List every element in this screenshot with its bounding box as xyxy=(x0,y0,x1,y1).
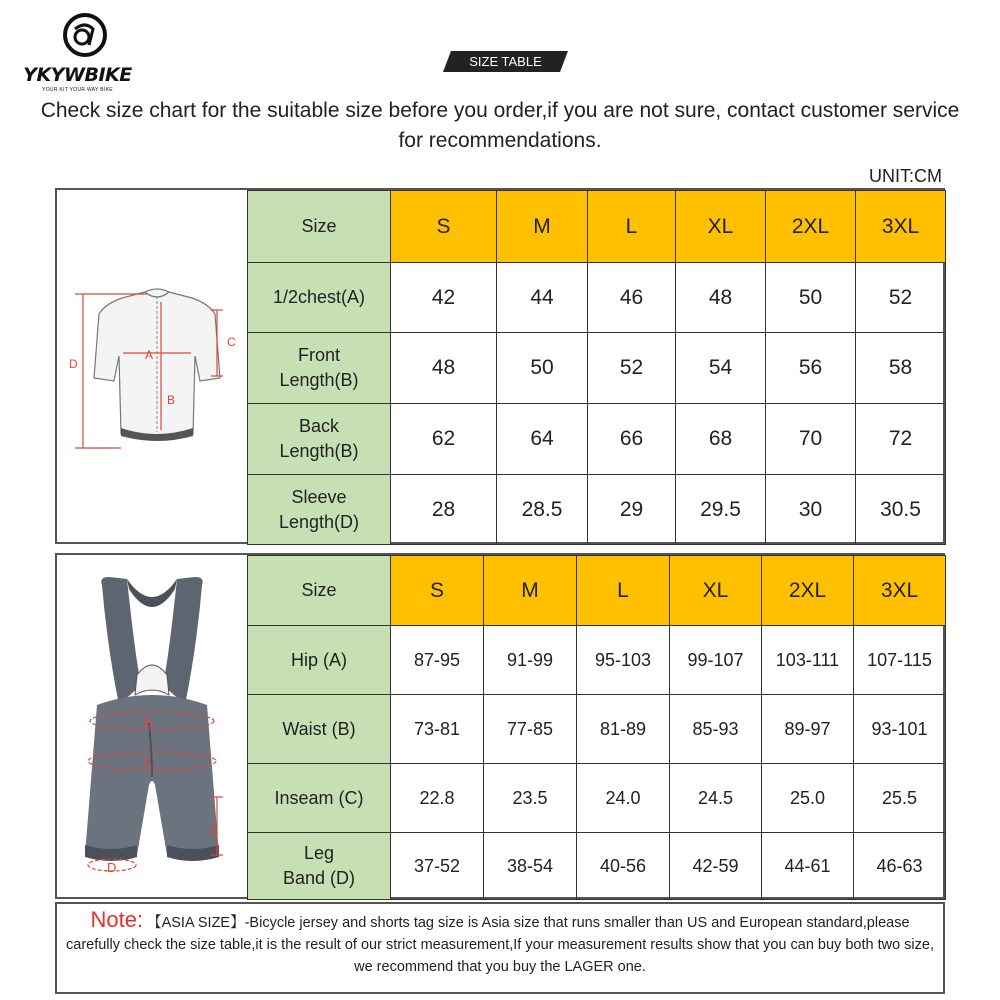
jersey-grid xyxy=(247,190,946,545)
table-cell: 30 xyxy=(766,475,856,545)
bike-logo-icon xyxy=(62,12,108,58)
table-cell: 87-95 xyxy=(391,626,484,695)
jersey-size-label: Size xyxy=(248,191,391,263)
table-cell: 89-97 xyxy=(762,695,854,764)
bib-size-xl: XL xyxy=(670,556,762,626)
row-label: Waist (B) xyxy=(248,695,391,764)
bib-label-c: C xyxy=(209,823,219,838)
table-cell: 50 xyxy=(497,333,588,404)
instructions-text: Check size chart for the suitable size before you order,if you are not sure, contact customer service for recommendations. xyxy=(40,99,960,152)
table-cell: 107-115 xyxy=(854,626,946,695)
table-cell: 48 xyxy=(676,263,766,333)
row-label: Hip (A) xyxy=(248,626,391,695)
table-cell: 73-81 xyxy=(391,695,484,764)
row-label: Sleeve Length(D) xyxy=(248,475,391,545)
jersey-label-d: D xyxy=(69,357,78,371)
table-cell: 93-101 xyxy=(854,695,946,764)
bib-size-s: S xyxy=(391,556,484,626)
table-cell: 22.8 xyxy=(391,764,484,833)
table-row xyxy=(248,475,946,545)
table-cell: 46-63 xyxy=(854,833,946,900)
table-cell: 25.0 xyxy=(762,764,854,833)
unit-label: UNIT:CM xyxy=(869,166,942,186)
table-row xyxy=(248,333,946,404)
jersey-size-s: S xyxy=(391,191,497,263)
brand-tagline: YOUR KIT YOUR WAY BIKE xyxy=(42,87,113,93)
table-cell: 99-107 xyxy=(670,626,762,695)
jersey-size-3xl: 3XL xyxy=(856,191,946,263)
bib-header-row xyxy=(248,556,946,626)
jersey-size-xl: XL xyxy=(676,191,766,263)
jersey-size-l: L xyxy=(588,191,676,263)
table-cell: 81-89 xyxy=(577,695,670,764)
brand-name: YKYWBIKE xyxy=(23,64,132,86)
table-cell: 38-54 xyxy=(484,833,577,900)
bib-size-label: Size xyxy=(248,556,391,626)
bib-size-3xl: 3XL xyxy=(854,556,946,626)
bib-size-table xyxy=(55,553,945,899)
table-cell: 44-61 xyxy=(762,833,854,900)
jersey-label-b: B xyxy=(167,393,176,407)
jersey-label-c: C xyxy=(227,335,236,349)
table-cell: 25.5 xyxy=(854,764,946,833)
row-label: 1/2chest(A) xyxy=(248,263,391,333)
bib-label-a: A xyxy=(143,755,152,770)
table-row xyxy=(248,695,946,764)
table-row xyxy=(248,764,946,833)
table-cell: 23.5 xyxy=(484,764,577,833)
table-cell: 91-99 xyxy=(484,626,577,695)
jersey-illustration xyxy=(57,190,247,544)
row-label: Front Length(B) xyxy=(248,333,391,404)
bib-shorts-illustration xyxy=(57,555,247,899)
table-cell: 85-93 xyxy=(670,695,762,764)
table-cell: 62 xyxy=(391,404,497,475)
table-cell: 77-85 xyxy=(484,695,577,764)
bib-diagram xyxy=(57,555,247,897)
bib-size-m: M xyxy=(484,556,577,626)
jersey-size-2xl: 2XL xyxy=(766,191,856,263)
bib-size-2xl: 2XL xyxy=(762,556,854,626)
table-cell: 37-52 xyxy=(391,833,484,900)
jersey-diagram xyxy=(57,190,247,542)
table-cell: 40-56 xyxy=(577,833,670,900)
bib-label-b: B xyxy=(144,715,153,730)
table-cell: 66 xyxy=(588,404,676,475)
table-cell: 48 xyxy=(391,333,497,404)
table-cell: 44 xyxy=(497,263,588,333)
table-cell: 50 xyxy=(766,263,856,333)
row-label: Back Length(B) xyxy=(248,404,391,475)
note-title: Note: xyxy=(90,907,144,932)
table-cell: 29.5 xyxy=(676,475,766,545)
table-cell: 42-59 xyxy=(670,833,762,900)
table-cell: 28.5 xyxy=(497,475,588,545)
size-table-badge-label: SIZE TABLE xyxy=(469,54,542,69)
brand-logo xyxy=(10,12,145,92)
table-cell: 30.5 xyxy=(856,475,946,545)
table-cell: 24.5 xyxy=(670,764,762,833)
size-table-badge xyxy=(443,51,568,72)
jersey-label-a: A xyxy=(145,348,154,362)
table-cell: 58 xyxy=(856,333,946,404)
size-note xyxy=(55,902,945,994)
table-cell: 68 xyxy=(676,404,766,475)
table-row xyxy=(248,626,946,695)
table-row xyxy=(248,833,946,900)
table-cell: 24.0 xyxy=(577,764,670,833)
table-cell: 64 xyxy=(497,404,588,475)
table-row xyxy=(248,404,946,475)
bib-size-l: L xyxy=(577,556,670,626)
bib-grid xyxy=(247,555,946,900)
row-label: Leg Band (D) xyxy=(248,833,391,900)
table-cell: 103-111 xyxy=(762,626,854,695)
table-cell: 42 xyxy=(391,263,497,333)
jersey-size-table xyxy=(55,188,945,544)
table-cell: 52 xyxy=(856,263,946,333)
jersey-size-m: M xyxy=(497,191,588,263)
table-cell: 72 xyxy=(856,404,946,475)
table-row xyxy=(248,263,946,333)
table-cell: 46 xyxy=(588,263,676,333)
table-cell: 56 xyxy=(766,333,856,404)
row-label: Inseam (C) xyxy=(248,764,391,833)
jersey-header-row xyxy=(248,191,946,263)
table-cell: 70 xyxy=(766,404,856,475)
table-cell: 54 xyxy=(676,333,766,404)
table-cell: 28 xyxy=(391,475,497,545)
table-cell: 29 xyxy=(588,475,676,545)
table-cell: 52 xyxy=(588,333,676,404)
bib-label-d: D xyxy=(107,860,117,875)
table-cell: 95-103 xyxy=(577,626,670,695)
note-text: 【ASIA SIZE】-Bicycle jersey and shorts tag size is Asia size that runs smaller than US and European standard,please carefully check the size table,it is the result of our strict measurement,If your measurement results show that you can buy both two size, we recommend that you buy the LAGER one. xyxy=(66,915,934,975)
